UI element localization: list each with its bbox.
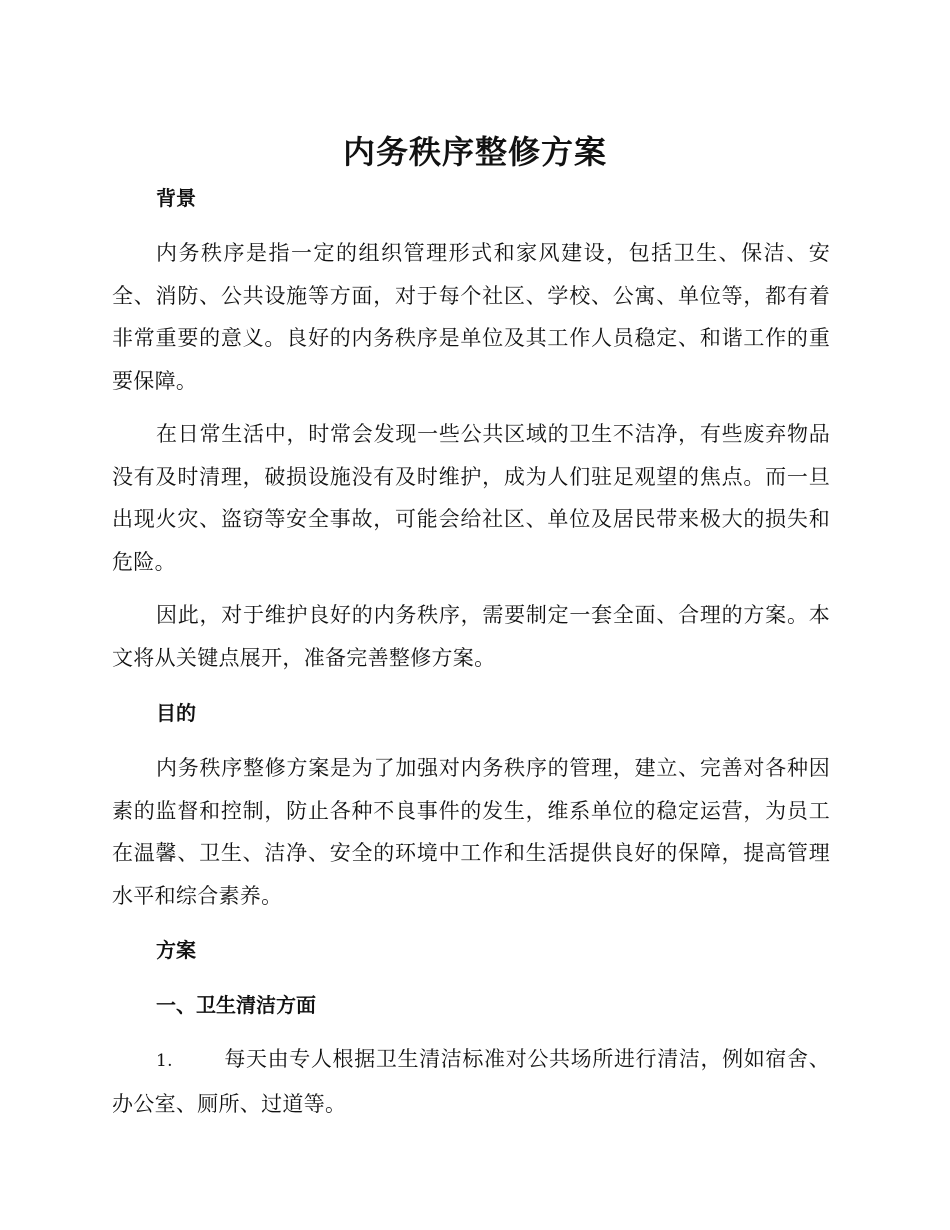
list-item <box>112 1038 830 1125</box>
purpose-paragraph: 内务秩序整修方案是为了加强对内务秩序的管理，建立、完善对各种因素的监督和控制，防止各种不良事件的发生，维系单位的稳定运营，为员工在温馨、卫生、洁净、安全的环境中工作和生活提供良好的保障，提高管理水平和综合素养。 <box>112 756 830 908</box>
section-heading-plan: 方案 <box>156 938 196 962</box>
section-heading-purpose: 目的 <box>156 701 196 725</box>
section-heading-background: 背景 <box>156 186 196 210</box>
subsection-heading-hygiene: 一、卫生清洁方面 <box>156 993 316 1017</box>
list-item-text: 每天由专人根据卫生清洁标准对公共场所进行清洁，例如宿舍、办公室、厕所、过道等。 <box>112 1047 830 1116</box>
list-item-number: 1. <box>156 1051 173 1071</box>
background-paragraph-2: 在日常生活中，时常会发现一些公共区域的卫生不洁净，有些废弃物品没有及时清理，破损设施没有及时维护，成为人们驻足观望的焦点。而一旦出现火灾、盗窃等安全事故，可能会给社区、单位及居民带来极大的损失和危险。 <box>112 422 830 574</box>
background-paragraph-1: 内务秩序是指一定的组织管理形式和家风建设，包括卫生、保洁、安全、消防、公共设施等方面，对于每个社区、学校、公寓、单位等，都有着非常重要的意义。良好的内务秩序是单位及其工作人员稳定、和谐工作的重要保障。 <box>112 241 830 393</box>
document-title: 内务秩序整修方案 <box>342 133 607 171</box>
background-paragraph-3: 因此，对于维护良好的内务秩序，需要制定一套全面、合理的方案。本文将从关键点展开，准备完善整修方案。 <box>112 603 830 670</box>
